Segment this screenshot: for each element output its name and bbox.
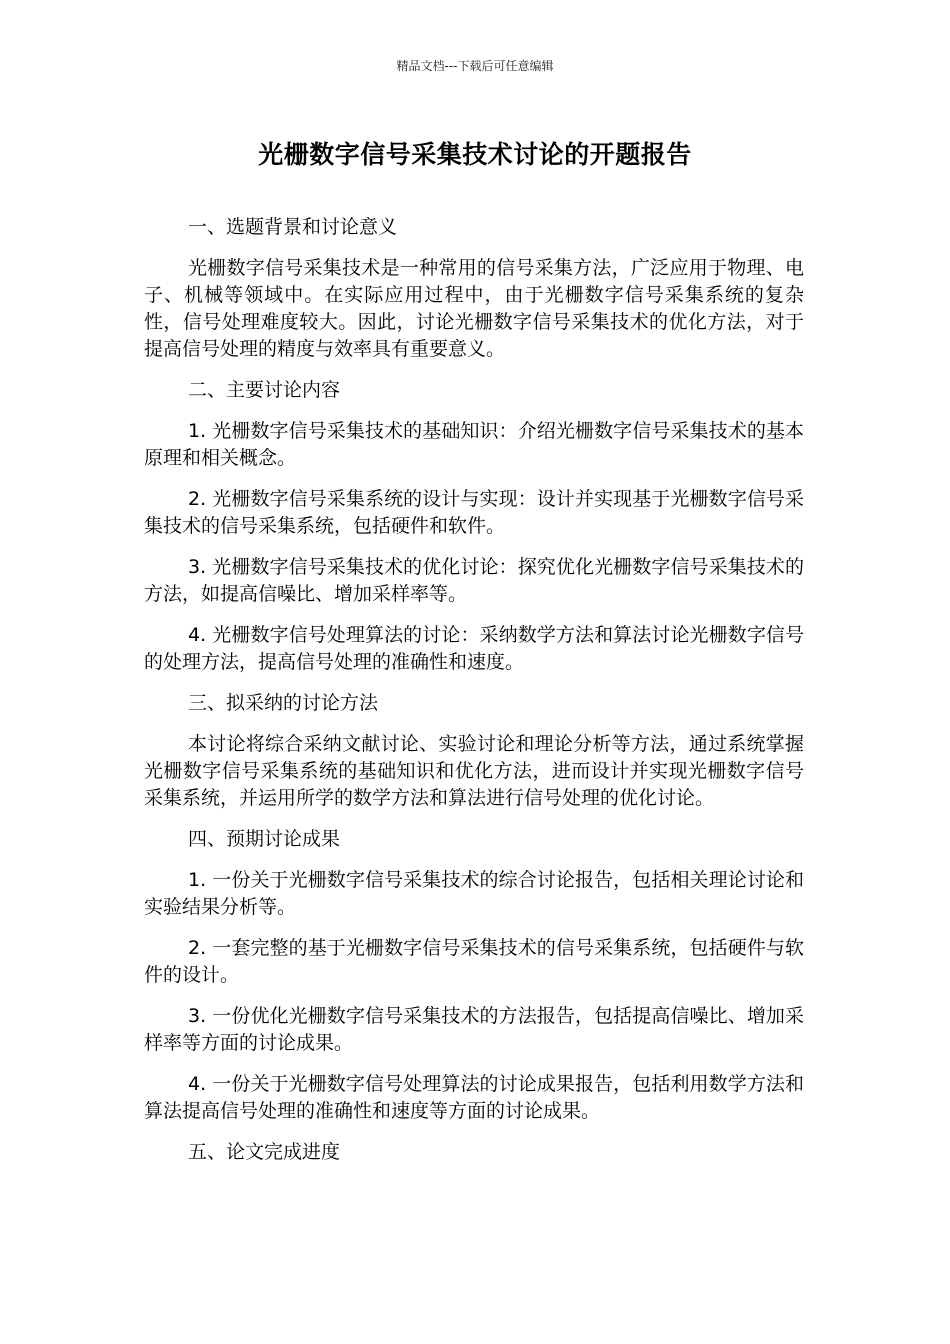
section-expected-results [144, 826, 804, 1125]
section-background [144, 214, 804, 363]
section-heading: 三、拟采纳的讨论方法 [188, 692, 379, 714]
document-title: 光栅数字信号采集技术讨论的开题报告 [258, 140, 692, 169]
list-item: 3. 光栅数字信号采集技术的优化讨论：探究优化光栅数字信号采集技术的方法，如提高信噪比、增加采样率等。 [144, 556, 804, 605]
list-item: 4. 光栅数字信号处理算法的讨论：采纳数学方法和算法讨论光栅数字信号的处理方法，提高信号处理的准确性和速度。 [144, 624, 804, 673]
document-body [144, 214, 804, 1180]
list-item: 3. 一份优化光栅数字信号采集技术的方法报告，包括提高信噪比、增加采样率等方面的讨论成果。 [144, 1005, 804, 1054]
list-item: 2. 一套完整的基于光栅数字信号采集技术的信号采集系统，包括硬件与软件的设计。 [144, 937, 804, 986]
paragraph: 本讨论将综合采纳文献讨论、实验讨论和理论分析等方法，通过系统掌握光栅数字信号采集系统的基础知识和优化方法，进而设计并实现光栅数字信号采集系统，并运用所学的数学方法和算法进行信号处理的优化讨论。 [144, 733, 804, 809]
list-item: 1. 一份关于光栅数字信号采集技术的综合讨论报告，包括相关理论讨论和实验结果分析等。 [144, 869, 804, 918]
page-header: 精品文档---下载后可任意编辑 [396, 59, 554, 73]
section-progress [144, 1139, 804, 1166]
section-heading: 二、主要讨论内容 [188, 379, 341, 401]
section-methods [144, 690, 804, 812]
section-main-content [144, 377, 804, 676]
paragraph: 光栅数字信号采集技术是一种常用的信号采集方法，广泛应用于物理、电子、机械等领域中。在实际应用过程中，由于光栅数字信号采集系统的复杂性，信号处理难度较大。因此，讨论光栅数字信号采集技术的优化方法，对于提高信号处理的精度与效率具有重要意义。 [144, 257, 804, 360]
section-heading: 五、论文完成进度 [188, 1141, 341, 1163]
list-item: 1. 光栅数字信号采集技术的基础知识：介绍光栅数字信号采集技术的基本原理和相关概念。 [144, 420, 804, 469]
section-heading: 一、选题背景和讨论意义 [188, 216, 398, 238]
list-item: 2. 光栅数字信号采集系统的设计与实现：设计并实现基于光栅数字信号采集技术的信号采集系统，包括硬件和软件。 [144, 488, 804, 537]
section-heading: 四、预期讨论成果 [188, 828, 341, 850]
list-item: 4. 一份关于光栅数字信号处理算法的讨论成果报告，包括利用数学方法和算法提高信号处理的准确性和速度等方面的讨论成果。 [144, 1073, 804, 1122]
